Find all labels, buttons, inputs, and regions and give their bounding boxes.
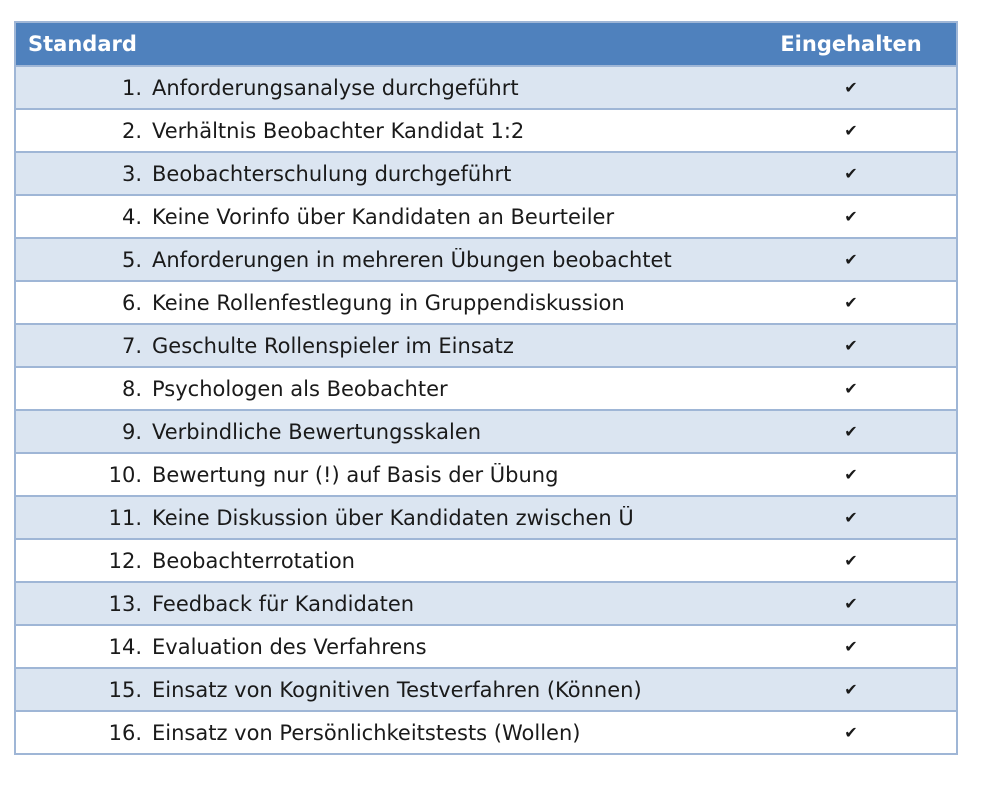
header-eingehalten: Eingehalten [780,32,922,56]
checkmark-icon: ✔ [844,207,858,226]
row-number: 12. [108,548,142,573]
checkmark-icon: ✔ [844,250,858,269]
row-number: 4. [121,204,142,229]
row-number: 5. [121,247,142,272]
row-standard-label: Keine Vorinfo über Kandidaten an Beurteiler [152,204,615,229]
checkmark-icon: ✔ [844,551,858,570]
checkmark-icon: ✔ [844,379,858,398]
row-number: 1. [121,75,142,100]
table-row [16,108,956,151]
table-row [16,409,956,452]
checkmark-icon: ✔ [844,508,858,527]
checkmark-icon: ✔ [844,723,858,742]
row-number: 16. [108,720,142,745]
table-row [16,151,956,194]
row-standard-label: Bewertung nur (!) auf Basis der Übung [152,462,559,487]
checkmark-icon: ✔ [844,422,858,441]
row-standard-label: Beobachterschulung durchgeführt [152,161,512,186]
table-row [16,280,956,323]
checkmark-icon: ✔ [844,465,858,484]
checkmark-icon: ✔ [844,78,858,97]
row-standard-label: Geschulte Rollenspieler im Einsatz [152,333,514,358]
table-row [16,323,956,366]
row-standard-label: Verhältnis Beobachter Kandidat 1:2 [152,118,525,143]
table-header [16,23,956,65]
row-standard-label: Evaluation des Verfahrens [152,634,427,659]
row-standard-label: Einsatz von Persönlichkeitstests (Wollen) [152,720,581,745]
table-row [16,452,956,495]
row-number: 7. [121,333,142,358]
table-row [16,581,956,624]
table-row [16,667,956,710]
row-number: 13. [108,591,142,616]
row-number: 9. [121,419,142,444]
standards-table [14,21,958,755]
checkmark-icon: ✔ [844,336,858,355]
row-standard-label: Einsatz von Kognitiven Testverfahren (Können) [152,677,642,702]
row-standard-label: Anforderungsanalyse durchgeführt [152,75,519,100]
row-standard-label: Verbindliche Bewertungsskalen [152,419,482,444]
checkmark-icon: ✔ [844,680,858,699]
checkmark-icon: ✔ [844,293,858,312]
row-number: 8. [121,376,142,401]
table-row [16,710,956,753]
row-number: 15. [108,677,142,702]
header-standard: Standard [28,32,137,56]
checkmark-icon: ✔ [844,594,858,613]
row-standard-label: Keine Rollenfestlegung in Gruppendiskussion [152,290,625,315]
row-number: 6. [121,290,142,315]
row-standard-label: Anforderungen in mehreren Übungen beobachtet [152,247,672,272]
row-standard-label: Feedback für Kandidaten [152,591,415,616]
table-row [16,194,956,237]
checkmark-icon: ✔ [844,164,858,183]
table-row [16,65,956,108]
row-number: 3. [121,161,142,186]
row-standard-label: Beobachterrotation [152,548,355,573]
table-row [16,624,956,667]
checkmark-icon: ✔ [844,121,858,140]
row-standard-label: Keine Diskussion über Kandidaten zwischen Ü [152,505,634,530]
row-number: 14. [108,634,142,659]
table-row [16,538,956,581]
row-number: 10. [108,462,142,487]
checkmark-icon: ✔ [844,637,858,656]
row-number: 2. [121,118,142,143]
table-row [16,366,956,409]
table-body [16,65,956,753]
row-number: 11. [108,505,142,530]
table-row [16,237,956,280]
table-row [16,495,956,538]
row-standard-label: Psychologen als Beobachter [152,376,448,401]
